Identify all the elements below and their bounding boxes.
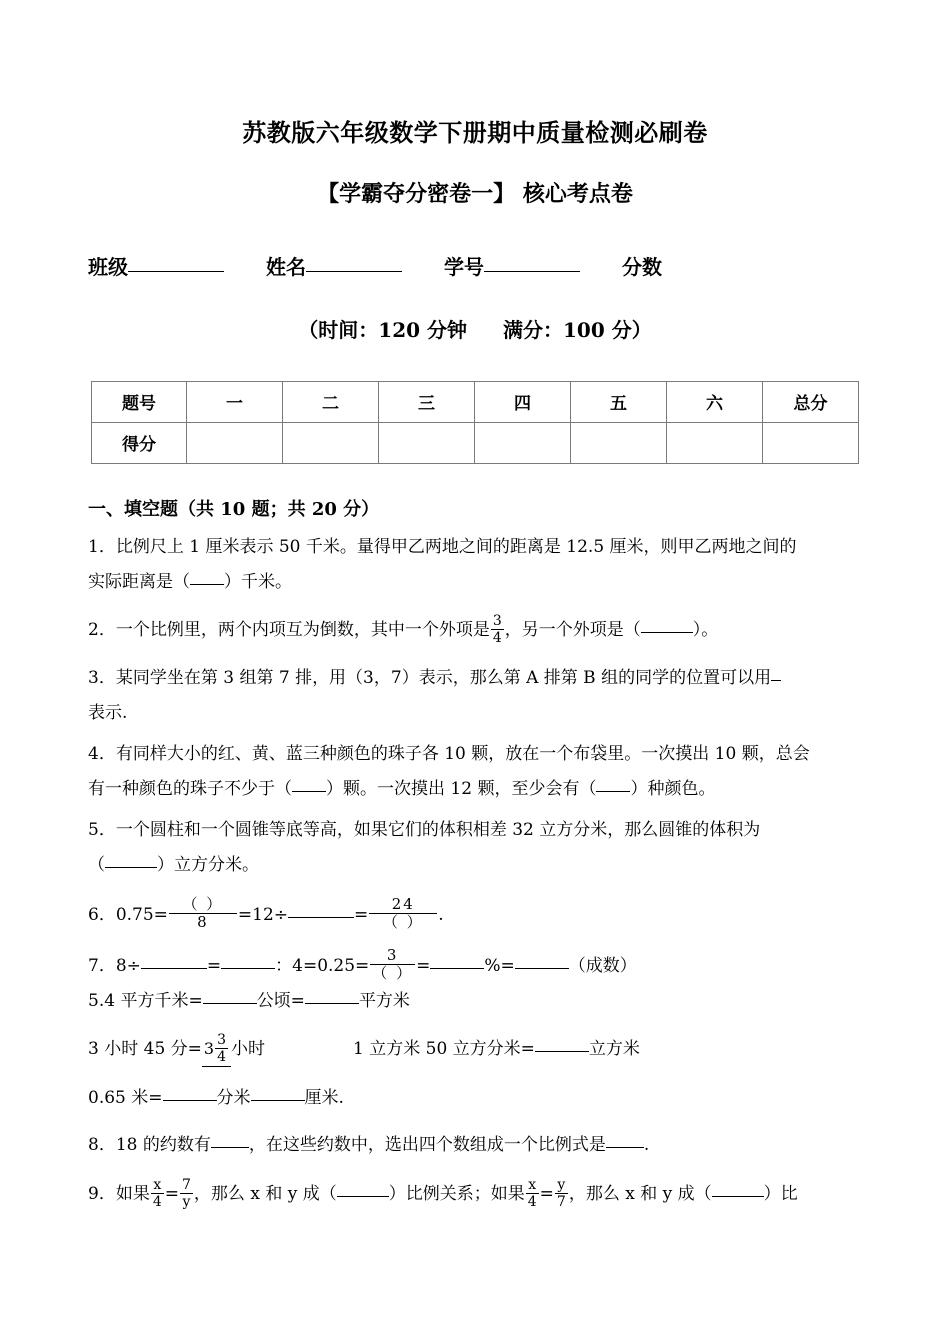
student-id-field[interactable] [444,251,580,280]
page-subtitle: 【学霸夺分密卷一】 核心考点卷 [317,181,633,208]
score-table-col-6: 总分 [763,381,859,422]
question-4-line-2 [88,770,862,805]
q9-frac4-numerator: y [555,1178,568,1194]
q9-fraction-4 [555,1178,568,1209]
question-4-line-1: 4．有同样大小的红、黄、蓝三种颜色的珠子各 10 颗，放在一个布袋里。一次摸出 10 颗，总会 [88,743,810,764]
class-label: 班级 [88,254,128,279]
q5-blank-1[interactable] [105,867,157,868]
q6-text-b: =12÷ [237,905,289,926]
score-label: 分数 [622,254,662,279]
unit-conversion-line-1 [88,982,862,1017]
q2-text-b: ，另一个外项是（ [504,620,641,641]
section-heading-fill-in-blank: 一、填空题（共 10 题；共 20 分） [88,498,380,520]
question-1-line-2 [88,563,862,598]
question-6 [88,881,862,931]
unit3-text-a: 0.65 米= [88,1087,163,1108]
q9-frac3-denominator: 4 [527,1193,537,1210]
q8-blank-2[interactable] [606,1147,644,1148]
q9-fraction-2 [180,1178,193,1209]
question-5-line-2 [88,846,862,881]
unit3-blank-1[interactable] [163,1100,217,1101]
question-5-line-1: 5．一个圆柱和一个圆锥等底等高，如果它们的体积相差 32 立方分米，那么圆锥的体积为 [88,819,761,840]
question-3-line-1 [88,647,862,694]
q4-text-a: 有一种颜色的珠子不少于（ [88,779,292,800]
q6-frac1-numerator[interactable]: （ ） [169,897,237,914]
q7-text-e: %= [484,955,515,976]
score-cell-1[interactable] [283,422,379,463]
score-cell-6[interactable] [763,422,859,463]
score-table-col-2: 三 [379,381,475,422]
score-table-row-label-1: 得分 [92,422,187,463]
q1-blank-1[interactable] [190,584,224,585]
q6-text-d: . [438,905,444,926]
q7-blank-3[interactable] [430,968,484,969]
q9-frac1-numerator: x [151,1178,164,1194]
q9-equals-2: = [539,1183,554,1204]
q9-frac4-denominator: 7 [556,1193,566,1210]
unit2-blank-1[interactable] [535,1051,589,1052]
score-cell-3[interactable] [475,422,571,463]
exam-total-score: 满分：100 分） [503,317,652,342]
q2-blank-1[interactable] [641,632,693,633]
q5-text-a: （ [88,854,105,875]
class-field[interactable] [88,251,224,280]
q9-fraction-1 [151,1178,164,1209]
unit2-mixed-fraction [215,1033,228,1064]
student-info-row [88,207,862,280]
score-cell-0[interactable] [187,422,283,463]
q7-fraction [370,945,415,982]
q9-text-e: ）比 [763,1183,798,1204]
q1-text-b: ）千米。 [224,572,292,593]
q9-text-d: ，那么 x 和 y 成（ [568,1183,712,1204]
unit2-mixed-denominator: 4 [217,1049,227,1066]
class-blank[interactable] [128,271,224,272]
q5-text-b: ）立方分米。 [157,854,259,875]
q8-text-a: 8．18 的约数有 [88,1135,211,1156]
score-field [622,251,662,280]
q4-blank-1[interactable] [292,791,326,792]
q9-blank-1[interactable] [337,1196,389,1197]
q7-text-a: 7．8÷ [88,955,141,976]
q7-text-c: ：4=0.25= [275,955,370,976]
q2-frac-denominator: 4 [492,630,502,647]
unit2-text-b: 小时 [231,1039,266,1060]
name-label: 姓名 [266,254,306,279]
q6-frac2-numerator: 24 [369,897,437,914]
unit3-text-c: 厘米. [304,1087,344,1108]
q6-fraction-2 [369,897,437,930]
unit2-mixed-numerator: 3 [217,1032,227,1049]
score-table-score-row [92,422,859,463]
unit2-text-c: 1 立方米 50 立方分米= [353,1039,535,1060]
question-8 [88,1114,862,1161]
q9-equals-1: = [164,1183,179,1204]
q6-fraction-1 [169,897,237,930]
q6-blank-1[interactable] [288,917,354,918]
unit1-blank-2[interactable] [305,1003,359,1004]
score-cell-2[interactable] [379,422,475,463]
student-id-label: 学号 [444,254,484,279]
unit1-text-a: 5.4 平方千米= [88,991,203,1012]
unit3-text-b: 分米 [216,1087,251,1108]
question-9 [88,1162,862,1210]
q7-blank-4[interactable] [515,968,569,969]
unit1-text-c: 平方米 [358,991,410,1012]
score-cell-4[interactable] [571,422,667,463]
score-table-row-label-0: 题号 [92,381,187,422]
q4-text-b: ）颗。一次摸出 12 颗，至少会有（ [326,779,597,800]
name-field[interactable] [266,251,402,280]
page-title: 苏教版六年级数学下册期中质量检测必刷卷 [242,118,708,147]
q3-blank-1[interactable] [771,680,781,681]
unit1-blank-1[interactable] [203,1003,257,1004]
unit-conversion-line-2 [88,1017,862,1066]
q8-text-c: . [643,1135,650,1156]
unit2-text-d: 立方米 [588,1039,640,1060]
q2-fraction-three-quarters [491,614,504,645]
q2-text-c: ）。 [692,620,719,641]
unit-conversion-line-3 [88,1067,862,1114]
q9-text-a: 9．如果 [88,1183,150,1204]
question-2 [88,598,862,646]
question-3-line-2: 表示. [88,703,128,724]
q1-text-a: 实际距离是（ [88,572,190,593]
unit3-blank-2[interactable] [251,1100,305,1101]
q7-text-f: （成数） [568,955,637,976]
q9-fraction-3 [526,1178,539,1209]
q6-frac1-denominator: 8 [197,913,209,932]
score-table-col-1: 二 [283,381,379,422]
q9-text-b: ，那么 x 和 y 成（ [193,1183,337,1204]
q2-text-a: 2．一个比例里，两个内项互为倒数，其中一个外项是 [88,620,490,641]
q6-text-c: = [354,905,369,926]
q7-frac-denominator[interactable]: （ ） [372,963,414,982]
score-table-col-5: 六 [667,381,763,422]
unit2-text-a: 3 小时 45 分= [88,1039,202,1060]
question-1-line-1: 1．比例尺上 1 厘米表示 50 千米。量得甲乙两地之间的距离是 12.5 厘米，则甲乙两地之间的 [88,536,797,557]
q3-text-1: 3．某同学坐在第 3 组第 7 排，用（3，7）表示，那么第 A 排第 B 组的同学的位置可以用 [88,667,772,688]
q9-frac2-denominator: y [182,1193,191,1210]
q4-text-c: ）种颜色。 [630,779,716,800]
score-table-header-row [92,381,859,422]
q9-text-c: ）比例关系；如果 [388,1183,525,1204]
q7-blank-2[interactable] [221,968,275,969]
question-7 [88,932,862,982]
score-table [91,381,859,464]
q2-frac-numerator: 3 [492,613,502,630]
q8-blank-1[interactable] [211,1147,249,1148]
q9-blank-2[interactable] [712,1196,764,1197]
q7-text-b: = [206,955,222,976]
q7-frac-numerator: 3 [370,948,415,965]
exam-meta-row [88,280,862,343]
q7-text-d: = [416,955,431,976]
q6-frac2-denominator[interactable]: （ ） [382,913,424,932]
exam-duration: （时间：120 分钟 [298,317,467,342]
q9-frac1-denominator: 4 [152,1193,162,1210]
q7-blank-1[interactable] [141,968,207,969]
unit1-text-b: 公顷= [256,991,305,1012]
q4-blank-2[interactable] [596,791,630,792]
score-table-col-4: 五 [571,381,667,422]
q8-text-b: ，在这些约数中，选出四个数组成一个比例式是 [248,1135,606,1156]
q9-frac3-numerator: x [526,1178,539,1194]
unit2-mixed-whole: 3 [203,1039,215,1059]
score-table-col-0: 一 [187,381,283,422]
q9-frac2-numerator: 7 [182,1176,191,1193]
unit2-mixed-number-answer[interactable] [202,1033,231,1066]
student-id-blank[interactable] [484,271,580,272]
score-cell-5[interactable] [667,422,763,463]
q6-text-a: 6．0.75= [88,905,168,926]
score-table-col-3: 四 [475,381,571,422]
name-blank[interactable] [306,271,402,272]
